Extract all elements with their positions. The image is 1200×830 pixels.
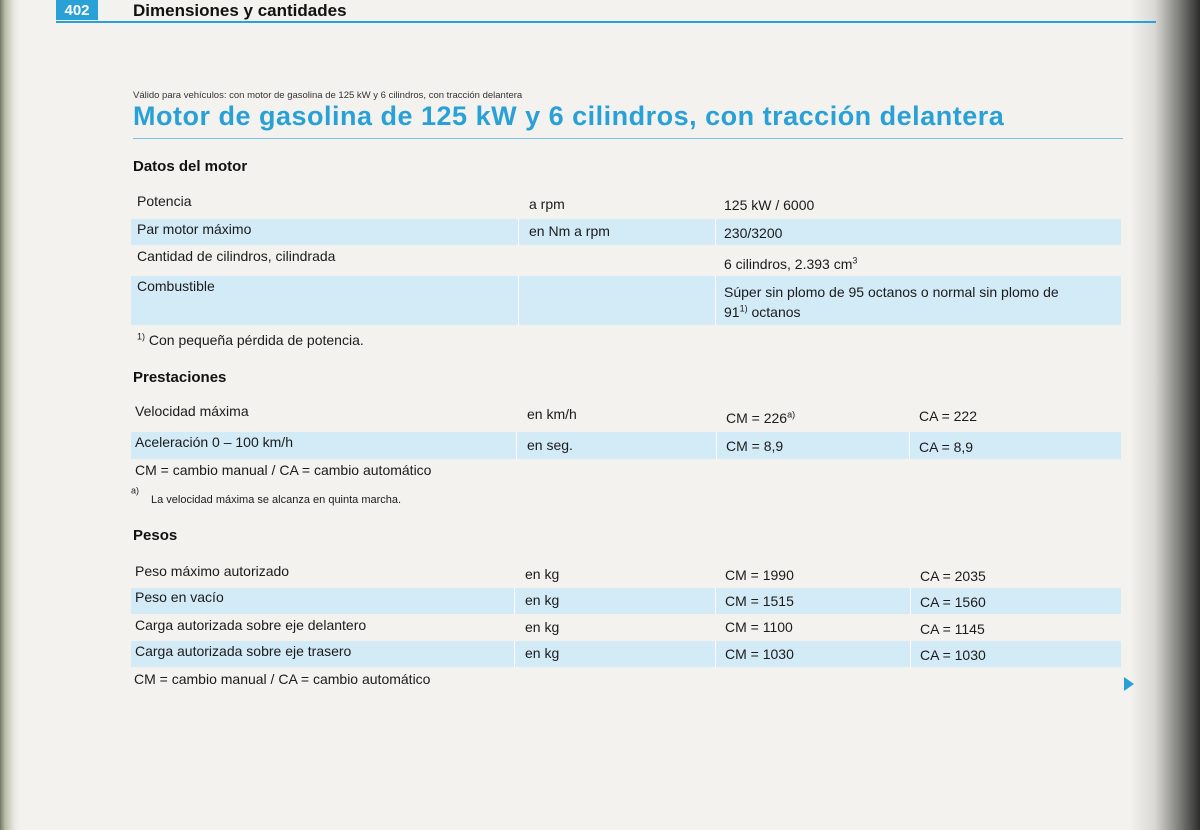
row-cm: CM = 8,9 <box>726 438 784 454</box>
row-value: Súper sin plomo de 95 octanos o normal sin plomo de <box>724 284 1059 300</box>
row-ca: CA = 222 <box>919 408 977 424</box>
performance-legend: CM = cambio manual / CA = cambio automático <box>135 462 432 478</box>
row-cm: CM = $226^{a)}$ <box>726 409 796 426</box>
scan-right-edge <box>1130 0 1200 830</box>
row-value: 125 kW / 6000 <box>724 197 815 213</box>
engine-heading: Datos del motor <box>133 158 248 175</box>
column-divider <box>518 219 519 245</box>
triangle-right-icon <box>1124 677 1134 691</box>
table-row <box>131 560 1121 587</box>
column-divider <box>910 641 911 667</box>
table-row <box>131 190 1121 216</box>
performance-footnote-marker: a) <box>131 485 140 496</box>
table-row <box>131 614 1121 640</box>
row-value: 6 cilindros, 2.393 $cm^3$ <box>724 255 858 272</box>
weights-legend: CM = cambio manual / CA = cambio automático <box>134 671 431 687</box>
row-unit: en kg <box>525 645 560 661</box>
row-unit: en km/h <box>527 406 577 422</box>
row-unit: en kg <box>525 566 560 582</box>
column-divider <box>516 432 517 459</box>
weights-heading: Pesos <box>133 527 178 544</box>
column-divider <box>715 276 716 325</box>
scan-left-edge <box>0 0 20 830</box>
row-label: Combustible <box>137 278 215 294</box>
row-label: Potencia <box>137 193 192 209</box>
table-row <box>131 219 1121 245</box>
table-row <box>131 400 1121 430</box>
column-divider <box>910 588 911 614</box>
table-row <box>131 246 1121 274</box>
table-row <box>131 641 1121 667</box>
performance-heading: Prestaciones <box>133 369 227 386</box>
row-unit: en kg <box>525 592 560 608</box>
row-cm: CM = 1100 <box>725 619 793 635</box>
table-row <box>131 276 1121 325</box>
row-label: Velocidad máxima <box>135 403 249 419</box>
row-label: Carga autorizada sobre eje delantero <box>135 617 367 633</box>
column-divider <box>518 276 519 325</box>
column-divider <box>514 588 515 614</box>
column-divider <box>715 588 716 614</box>
row-unit: a rpm <box>529 196 565 212</box>
row-unit: en seg. <box>527 437 573 453</box>
column-divider <box>715 219 716 245</box>
row-value: 230/3200 <box>724 225 783 241</box>
row-cm: CM = 1030 <box>725 646 794 662</box>
row-label: Carga autorizada sobre eje trasero <box>135 643 352 659</box>
row-label: Peso en vacío <box>135 589 224 605</box>
row-ca: CA = 8,9 <box>919 439 974 455</box>
row-ca: CA = 1560 <box>920 594 986 610</box>
page-number: 402 <box>56 0 98 20</box>
header-rule <box>56 21 1156 23</box>
validity-note: Válido para vehículos: con motor de gasolina de 125 kW y 6 cilindros, con tracción delantera <box>133 90 523 101</box>
performance-footnote: La velocidad máxima se alcanza en quinta marcha. <box>151 494 402 506</box>
row-label: Par motor máximo <box>137 221 252 237</box>
column-divider <box>716 432 717 459</box>
column-divider <box>909 432 910 459</box>
column-divider <box>715 641 716 667</box>
title-rule <box>133 138 1123 139</box>
page-title: Motor de gasolina de 125 kW y 6 cilindros, con tracción delantera <box>133 101 1005 131</box>
row-ca: CA = 1030 <box>920 647 986 663</box>
table-row <box>131 588 1121 614</box>
header-title: Dimensiones y cantidades <box>133 1 347 20</box>
table-row <box>131 432 1121 459</box>
row-value-line2: 91$^{1)}$ octanos <box>724 303 801 320</box>
row-ca: CA = 2035 <box>920 568 986 584</box>
row-ca: CA = 1145 <box>920 621 985 637</box>
row-cm: CM = 1515 <box>725 593 794 609</box>
row-label: Aceleración 0 – 100 km/h <box>135 434 293 450</box>
column-divider <box>514 641 515 667</box>
row-unit: en Nm a rpm <box>529 223 610 239</box>
row-unit: en kg <box>525 619 560 635</box>
row-cm: CM = 1990 <box>725 567 794 583</box>
row-label: Peso máximo autorizado <box>135 563 290 579</box>
row-label: Cantidad de cilindros, cilindrada <box>137 248 336 264</box>
engine-footnote: $^{1)}$ Con pequeña pérdida de potencia. <box>137 331 364 348</box>
